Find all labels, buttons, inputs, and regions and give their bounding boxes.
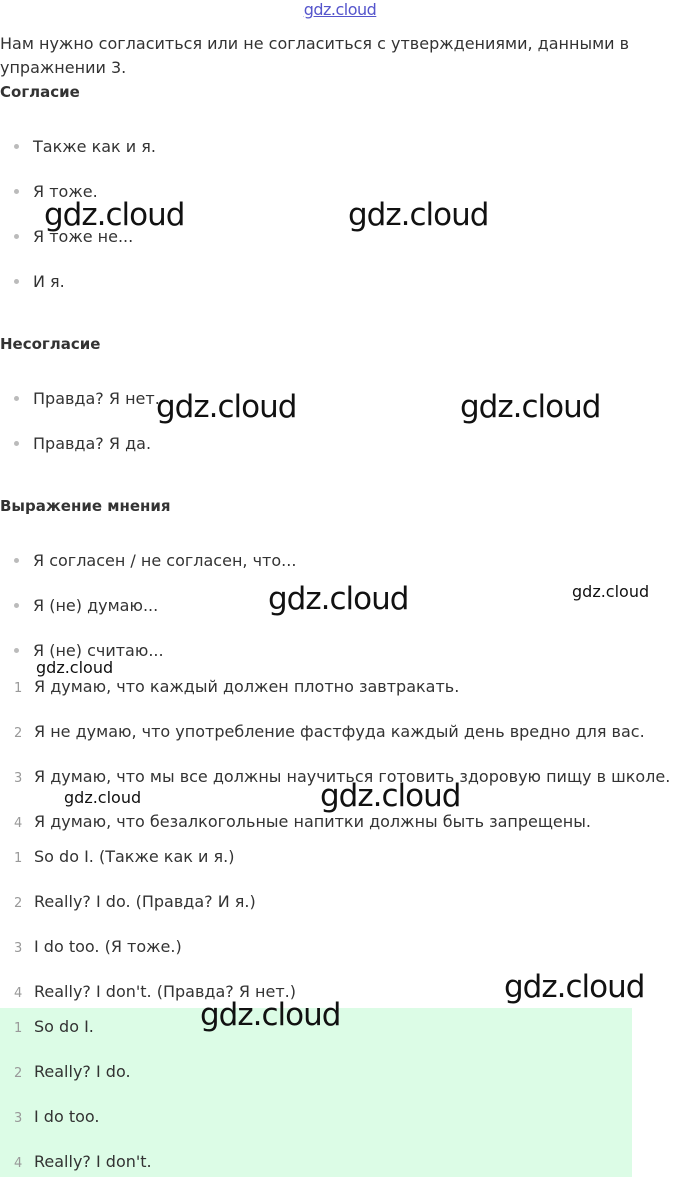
list-item: Правда? Я да. (14, 434, 151, 453)
list-item: Я тоже. (14, 182, 98, 201)
list-item: Я (не) считаю... (14, 641, 164, 660)
bullet-icon (14, 441, 19, 446)
intro-text: Нам нужно согласиться или не согласиться с утверждениями, данными в упражнении 3. (0, 34, 630, 77)
answer-item: 4 Really? I don't. (14, 1152, 152, 1171)
list-item: Я тоже не... (14, 227, 133, 246)
translation-item: 1 So do I. (Также как и я.) (14, 847, 235, 866)
bullet-icon (14, 234, 19, 239)
watermark: gdz.cloud (572, 582, 650, 601)
statement-item: 2 Я не думаю, что употребление фастфуда каждый день вредно для вас. (14, 722, 645, 741)
statement-item: 1 Я думаю, что каждый должен плотно завтракать. (14, 677, 460, 696)
section-title-agreement: Согласие (0, 83, 80, 101)
watermark: gdz.cloud (36, 658, 114, 677)
bullet-icon (14, 144, 19, 149)
bullet-icon (14, 279, 19, 284)
answer-item: 3 I do too. (14, 1107, 100, 1126)
bullet-icon (14, 648, 19, 653)
watermark: gdz.cloud (504, 969, 645, 1005)
watermark: gdz.cloud (348, 197, 489, 233)
site-logo-watermark[interactable]: gdz.cloud (303, 0, 377, 19)
watermark: gdz.cloud (268, 581, 409, 617)
watermark: gdz.cloud (156, 389, 297, 425)
bullet-icon (14, 603, 19, 608)
bullet-icon (14, 558, 19, 563)
list-item: Также как и я. (14, 137, 156, 156)
watermark: gdz.cloud (64, 788, 142, 807)
watermark: gdz.cloud (200, 997, 341, 1033)
translation-item: 3 I do too. (Я тоже.) (14, 937, 182, 956)
list-item: Я (не) думаю... (14, 596, 158, 615)
answer-item: 1 So do I. (14, 1017, 94, 1036)
watermark: gdz.cloud (460, 389, 601, 425)
watermark: gdz.cloud (320, 778, 461, 814)
translation-item: 2 Really? I do. (Правда? И я.) (14, 892, 256, 911)
bullet-icon (14, 396, 19, 401)
watermark: gdz.cloud (44, 197, 185, 233)
statement-item: 4 Я думаю, что безалкогольные напитки должны быть запрещены. (14, 812, 591, 831)
section-title-opinion: Выражение мнения (0, 497, 171, 515)
statement-item: 3 Я думаю, что мы все должны научиться готовить здоровую пищу в школе. (14, 767, 671, 786)
section-title-disagreement: Несогласие (0, 335, 101, 353)
translation-item: 4 Really? I don't. (Правда? Я нет.) (14, 982, 296, 1001)
list-item: И я. (14, 272, 65, 291)
bullet-icon (14, 189, 19, 194)
answer-item: 2 Really? I do. (14, 1062, 131, 1081)
list-item: Правда? Я нет. (14, 389, 160, 408)
list-item: Я согласен / не согласен, что... (14, 551, 296, 570)
